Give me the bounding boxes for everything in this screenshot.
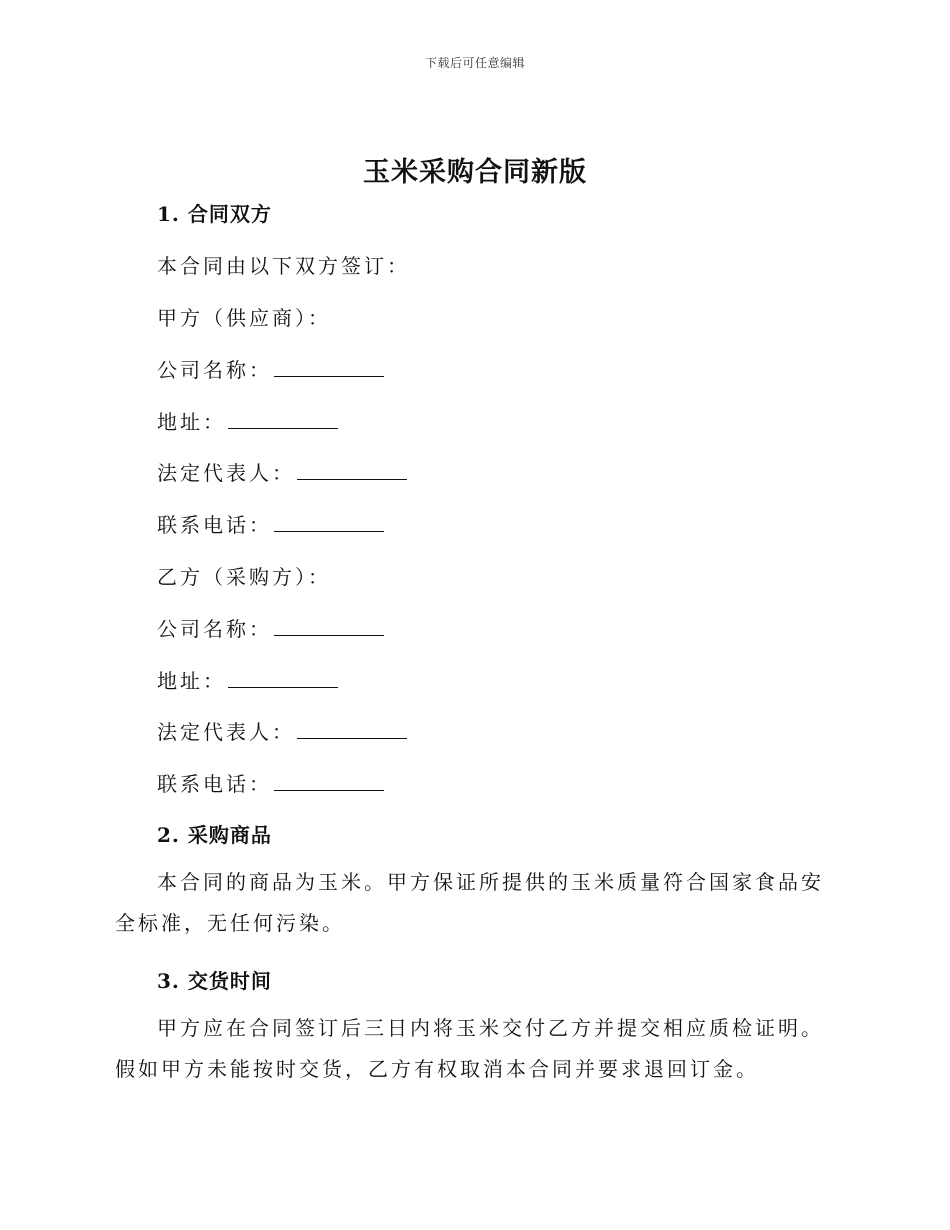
section-heading-delivery: 3. 交货时间 [157,969,272,993]
party-b-phone-blank [274,770,384,791]
party-a-address-label: 地址： [157,410,226,434]
party-b-company-field [157,613,384,642]
document-title: 玉米采购合同新版 [363,157,587,188]
party-a-phone-blank [274,511,384,532]
party-a-phone-label: 联系电话： [157,513,272,537]
section-heading-goods: 2. 采购商品 [157,823,272,847]
party-b-address-field [157,665,338,694]
party-a-legal-rep-label: 法定代表人： [157,461,295,485]
party-a-legal-rep-blank [297,459,407,480]
party-b-address-label: 地址： [157,669,226,693]
party-a-company-field [157,354,384,383]
header-note: 下载后可任意编辑 [424,56,525,70]
party-a-address-field [157,406,338,435]
party-a-phone-field [157,509,384,538]
party-b-legal-rep-blank [297,718,407,739]
party-a-label: 甲方（供应商）： [157,306,331,330]
section-heading-parties: 1. 合同双方 [157,202,272,226]
parties-intro: 本合同由以下双方签订： [157,254,410,278]
party-b-legal-rep-field [157,716,407,745]
party-a-address-blank [228,408,338,429]
party-a-company-blank [274,356,384,377]
party-b-company-blank [274,615,384,636]
party-b-phone-label: 联系电话： [157,772,272,796]
party-b-label: 乙方（采购方）： [157,565,331,589]
party-b-address-blank [228,667,338,688]
party-a-legal-rep-field [157,457,407,486]
party-b-legal-rep-label: 法定代表人： [157,720,295,744]
party-a-company-label: 公司名称： [157,358,272,382]
goods-paragraph: 本合同的商品为玉米。甲方保证所提供的玉米质量符合国家食品安全标准，无任何污染。 [115,870,824,935]
party-b-phone-field [157,768,384,797]
delivery-paragraph: 甲方应在合同签订后三日内将玉米交付乙方并提交相应质检证明。假如甲方未能按时交货，乙方有权取消本合同并要求退回订金。 [115,1016,824,1081]
party-b-company-label: 公司名称： [157,617,272,641]
